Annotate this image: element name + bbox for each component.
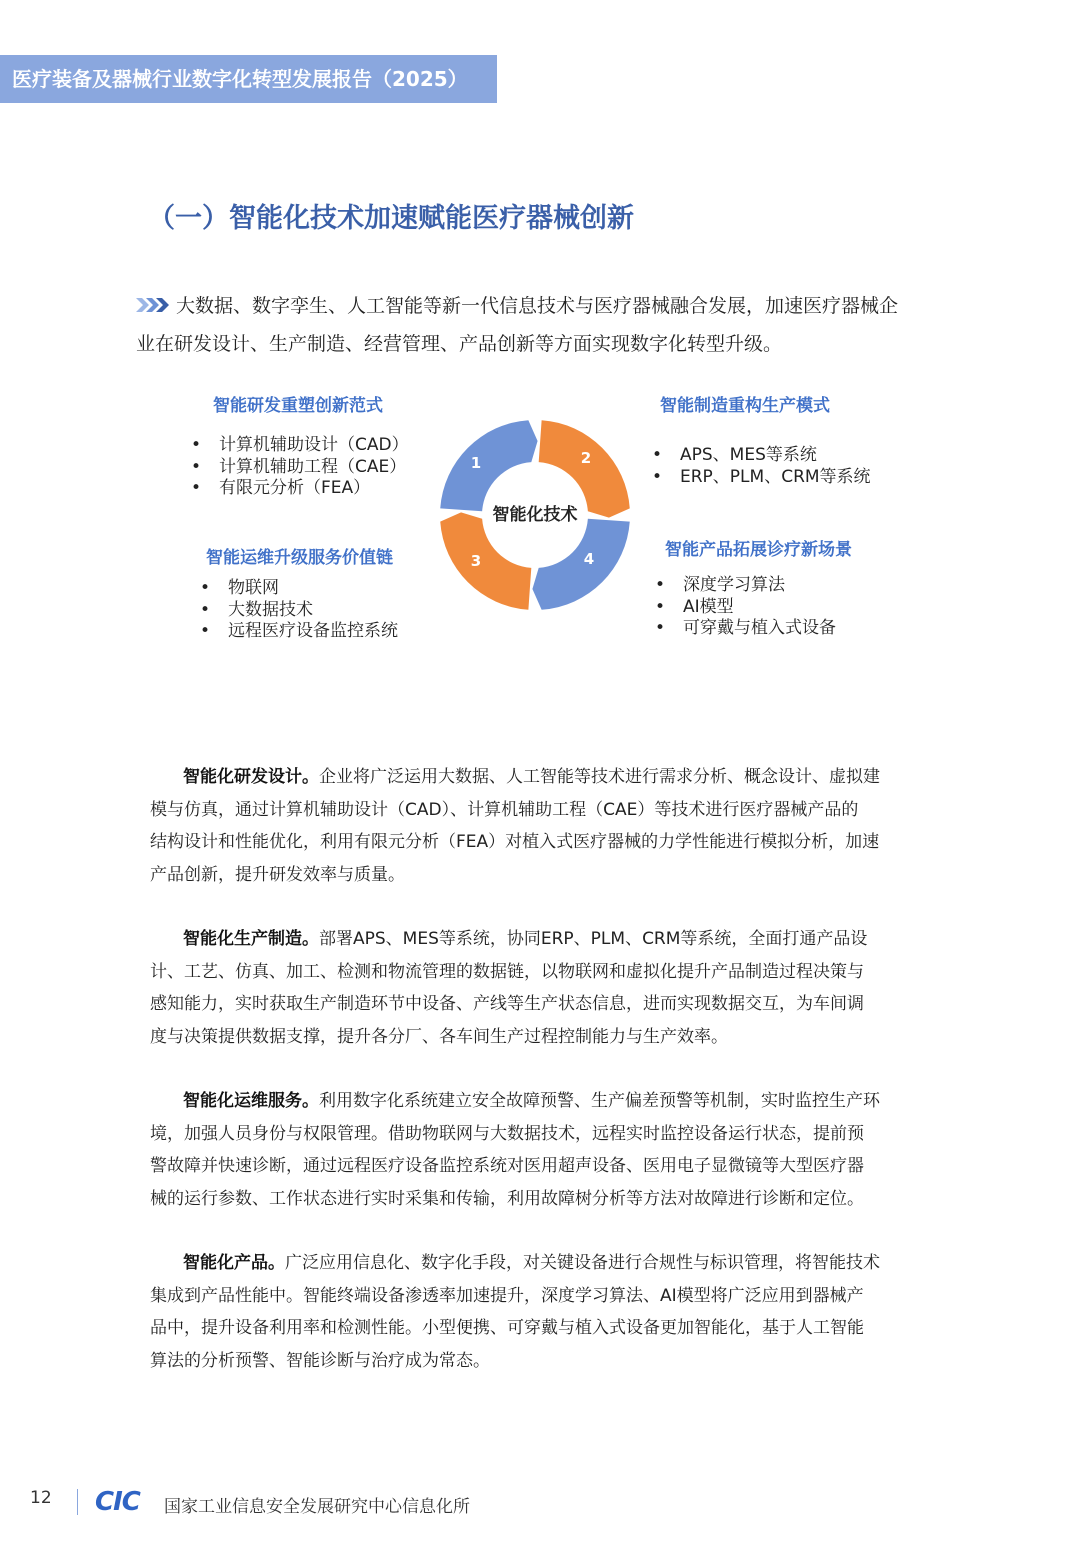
list-item: • 深度学习算法 xyxy=(655,575,836,597)
paragraph-products: 智能化产品。广泛应用信息化、数字化手段，对关键设备进行合规性与标识管理，将智能技术 集成到产品性能中。智能终端设备渗透率加速提升，深度学习算法、AI模型将广泛应用到器械产 品中，提升设备利用率和检测性能。小型便携、可穿戴与植入式设备更加智能化，基于人工智能 算法的分析预警、智能诊断与治疗成为常态。 xyxy=(150,1253,880,1371)
quadrant-2-list xyxy=(652,445,871,488)
list-item: • ERP、PLM、CRM等系统 xyxy=(652,467,871,489)
quadrant-title-3: 智能运维升级服务价值链 xyxy=(206,548,393,568)
ring-segment-4 xyxy=(532,519,629,610)
segment-number-3: 3 xyxy=(470,552,482,570)
ring-center-label: 智能化技术 xyxy=(492,505,578,525)
list-item: • 计算机辅助工程（CAE） xyxy=(191,457,409,479)
list-item: • 远程医疗设备监控系统 xyxy=(200,621,398,643)
paragraph-lead: 智能化产品。 xyxy=(183,1253,285,1273)
intro-text-1: 大数据、数字孪生、人工智能等新一代信息技术与医疗器械融合发展，加速医疗器械企 xyxy=(176,295,899,317)
list-item: • 有限元分析（FEA） xyxy=(191,478,409,500)
list-item: • APS、MES等系统 xyxy=(652,445,871,467)
segment-number-1: 1 xyxy=(470,454,482,472)
paragraph-rnd: 智能化研发设计。企业将广泛运用大数据、人工智能等技术进行需求分析、概念设计、虚拟建 模与仿真，通过计算机辅助设计（CAD）、计算机辅助工程（CAE）等技术进行医疗器械产品的 结构设计和性能优化，利用有限元分析（FEA）对植入式医疗器械的力学性能进行模拟分析，加速 产品创新，提升研发效率与质量。 xyxy=(150,767,880,885)
report-title: 医疗装备及器械行业数字化转型发展报告（2025） xyxy=(12,67,468,91)
segment-number-2: 2 xyxy=(580,449,592,467)
section-title: （一）智能化技术加速赋能医疗器械创新 xyxy=(148,203,634,234)
list-item: • 计算机辅助设计（CAD） xyxy=(191,435,409,457)
cic-logo: CIC xyxy=(95,1487,140,1517)
intro-line-2: 业在研发设计、生产制造、经营管理、产品创新等方面实现数字化转型升级。 xyxy=(136,333,783,355)
page-number: 12 xyxy=(30,1488,52,1508)
paragraph-lead: 智能化研发设计。 xyxy=(183,767,319,787)
list-item: • AI模型 xyxy=(655,597,836,619)
intro-line-1 xyxy=(136,288,936,326)
quadrant-title-4: 智能产品拓展诊疗新场景 xyxy=(665,540,852,560)
list-item: • 大数据技术 xyxy=(200,600,398,622)
triple-chevron-icon xyxy=(136,290,170,326)
paragraph-manufacturing: 智能化生产制造。部署APS、MES等系统，协同ERP、PLM、CRM等系统，全面打通产品设 计、工艺、仿真、加工、检测和物流管理的数据链，以物联网和虚拟化提升产品制造过程决策与 感知能力，实时获取生产制造环节中设备、产线等生产状态信息，进而实现数据交互，为车间调 度与决策提供数据支撑，提升各分厂、各车间生产过程控制能力与生产效率。 xyxy=(150,929,868,1047)
ring-segment-1 xyxy=(440,420,537,511)
technology-ring-diagram xyxy=(430,415,640,615)
list-item: • 可穿戴与植入式设备 xyxy=(655,618,836,640)
paragraph-lead: 智能化运维服务。 xyxy=(183,1091,319,1111)
paragraph-operations: 智能化运维服务。利用数字化系统建立安全故障预警、生产偏差预警等机制，实时监控生产环 境，加强人员身份与权限管理。借助物联网与大数据技术，远程实时监控设备运行状态，提前预 警故障并快速诊断，通过远程医疗设备监控系统对医用超声设备、医用电子显微镜等大型医疗器 械的运行参数、工作状态进行实时采集和传输，利用故障树分析等方法对故障进行诊断和定位。 xyxy=(150,1091,880,1209)
report-header-band xyxy=(0,55,497,103)
quadrant-3-list xyxy=(200,578,398,643)
quadrant-title-1: 智能研发重塑创新范式 xyxy=(213,396,383,416)
quadrant-4-list xyxy=(655,575,836,640)
organization-name: 国家工业信息安全发展研究中心信息化所 xyxy=(164,1497,470,1517)
intro-paragraph xyxy=(136,288,936,362)
paragraph-lead: 智能化生产制造。 xyxy=(183,929,319,949)
ring-segment-3 xyxy=(440,512,531,609)
list-item: • 物联网 xyxy=(200,578,398,600)
ring-segment-2 xyxy=(539,420,630,517)
quadrant-title-2: 智能制造重构生产模式 xyxy=(660,396,830,416)
segment-number-4: 4 xyxy=(583,550,595,568)
quadrant-1-list xyxy=(191,435,409,500)
footer-divider xyxy=(77,1489,78,1515)
